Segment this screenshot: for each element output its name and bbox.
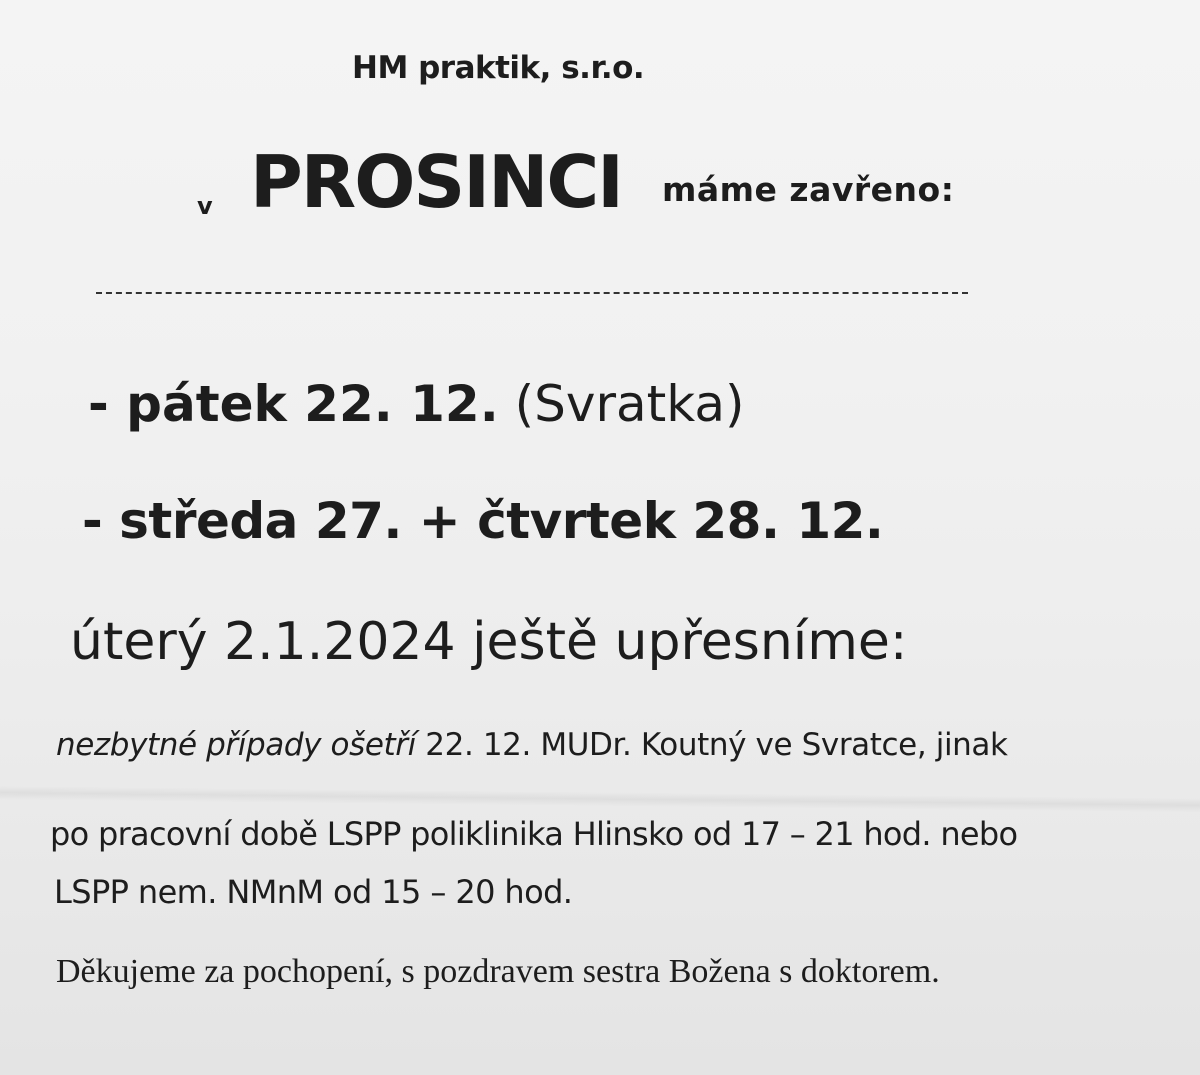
- closed-prefix: v: [197, 192, 213, 220]
- emergency-note-italic: nezbytné případy ošetří: [56, 727, 416, 763]
- closed-suffix: máme zavřeno:: [662, 170, 955, 209]
- after-hours-line-1: po pracovní době LSPP poliklinika Hlinsko od 17 – 21 hod. nebo: [50, 815, 1018, 853]
- paper-fold: [0, 786, 1200, 813]
- closure-date-1-place: (Svratka): [514, 375, 745, 433]
- dashed-divider: [96, 292, 968, 294]
- closure-date-1-day: - pátek 22. 12.: [88, 375, 499, 433]
- after-hours-line-2: LSPP nem. NMnM od 15 – 20 hod.: [54, 873, 573, 911]
- month-heading: PROSINCI: [250, 140, 622, 224]
- closing-greeting: Děkujeme za pochopení, s pozdravem sestra Božena s doktorem.: [56, 953, 940, 990]
- january-note: úterý 2.1.2024 ještě upřesníme:: [70, 612, 908, 672]
- closure-date-2: - středa 27. + čtvrtek 28. 12.: [82, 492, 884, 550]
- company-name: HM praktik, s.r.o.: [352, 50, 645, 86]
- emergency-note-rest: 22. 12. MUDr. Koutný ve Svratce, jinak: [415, 727, 1008, 763]
- emergency-note: [56, 727, 1008, 763]
- closure-date-1: [88, 375, 744, 433]
